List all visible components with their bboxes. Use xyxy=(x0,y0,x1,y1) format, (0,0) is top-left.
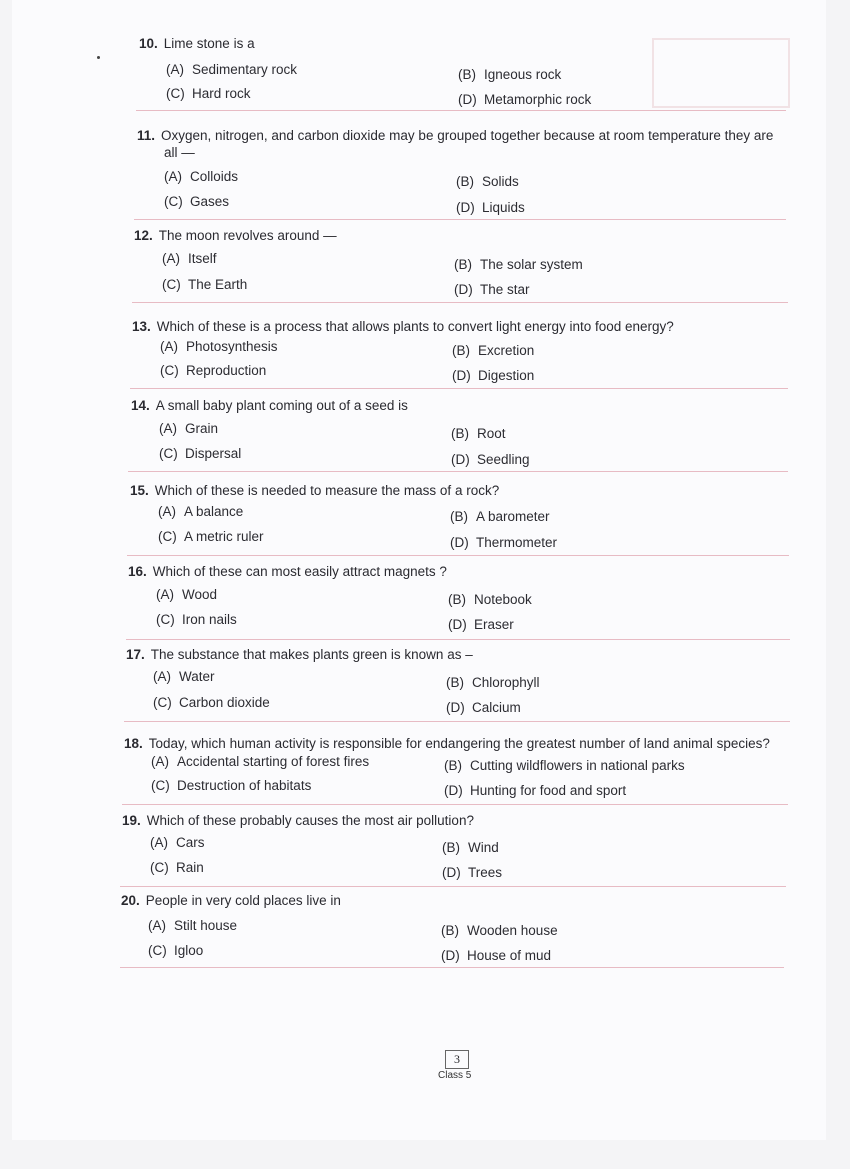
option-c[interactable]: (C) Reproduction xyxy=(160,363,267,378)
option-d[interactable]: (D) Eraser xyxy=(448,617,514,632)
question-text: 12. The moon revolves around — xyxy=(134,228,337,243)
option-c[interactable]: (C) Dispersal xyxy=(159,446,242,461)
option-c[interactable]: (C) Igloo xyxy=(148,943,204,958)
option-b[interactable]: (B) Igneous rock xyxy=(458,67,562,82)
option-b[interactable]: (B) Solids xyxy=(456,174,519,189)
speck xyxy=(97,56,100,59)
option-c[interactable]: (C) Iron nails xyxy=(156,612,237,627)
option-b[interactable]: (B) Cutting wildflowers in national parks xyxy=(444,758,685,773)
separator-line xyxy=(136,110,786,111)
option-d[interactable]: (D) Trees xyxy=(442,865,503,880)
class-label: Class 5 xyxy=(438,1070,472,1081)
option-a[interactable]: (A) Wood xyxy=(156,587,218,602)
page-number: 3 xyxy=(445,1050,469,1069)
option-c[interactable]: (C) Rain xyxy=(150,860,204,875)
separator-line xyxy=(122,804,788,805)
option-a[interactable]: (A) A balance xyxy=(158,504,244,519)
question-text: 16. Which of these can most easily attract magnets ? xyxy=(128,564,447,579)
separator-line xyxy=(126,639,790,640)
option-d[interactable]: (D) The star xyxy=(454,282,530,297)
option-d[interactable]: (D) Thermometer xyxy=(450,535,558,550)
separator-line xyxy=(120,967,784,968)
question-text-continued: all — xyxy=(164,145,195,160)
question-text: 10. Lime stone is a xyxy=(139,36,255,51)
option-d[interactable]: (D) Seedling xyxy=(451,452,530,467)
option-a[interactable]: (A) Water xyxy=(153,669,215,684)
option-a[interactable]: (A) Accidental starting of forest fires xyxy=(151,754,370,769)
option-a[interactable]: (A) Grain xyxy=(159,421,219,436)
option-a[interactable]: (A) Cars xyxy=(150,835,205,850)
question-text: 13. Which of these is a process that allows plants to convert light energy into food energy? xyxy=(132,319,674,334)
bleed-through-logo xyxy=(652,38,790,108)
separator-line xyxy=(134,219,786,220)
option-c[interactable]: (C) A metric ruler xyxy=(158,529,264,544)
separator-line xyxy=(124,721,790,722)
option-d[interactable]: (D) Metamorphic rock xyxy=(458,92,592,107)
option-c[interactable]: (C) Gases xyxy=(164,194,230,209)
question-text: 20. People in very cold places live in xyxy=(121,893,341,908)
option-b[interactable]: (B) A barometer xyxy=(450,509,550,524)
question-sheet xyxy=(12,0,826,1140)
question-text: 18. Today, which human activity is responsible for endangering the greatest number of land animal species? xyxy=(124,736,770,751)
option-c[interactable]: (C) Carbon dioxide xyxy=(153,695,270,710)
separator-line xyxy=(127,555,789,556)
option-a[interactable]: (A) Photosynthesis xyxy=(160,339,278,354)
option-b[interactable]: (B) The solar system xyxy=(454,257,583,272)
option-a[interactable]: (A) Sedimentary rock xyxy=(166,62,298,77)
option-c[interactable]: (C) Hard rock xyxy=(166,86,251,101)
separator-line xyxy=(128,471,788,472)
separator-line xyxy=(130,388,788,389)
question-text: 14. A small baby plant coming out of a seed is xyxy=(131,398,408,413)
option-c[interactable]: (C) Destruction of habitats xyxy=(151,778,312,793)
option-b[interactable]: (B) Wind xyxy=(442,840,499,855)
question-text: 11. Oxygen, nitrogen, and carbon dioxide may be grouped together because at room temperature they are xyxy=(137,128,774,143)
question-text: 15. Which of these is needed to measure the mass of a rock? xyxy=(130,483,500,498)
option-b[interactable]: (B) Notebook xyxy=(448,592,532,607)
option-b[interactable]: (B) Chlorophyll xyxy=(446,675,540,690)
option-d[interactable]: (D) Liquids xyxy=(456,200,525,215)
option-c[interactable]: (C) The Earth xyxy=(162,277,248,292)
option-d[interactable]: (D) House of mud xyxy=(441,948,552,963)
option-b[interactable]: (B) Root xyxy=(451,426,506,441)
option-d[interactable]: (D) Hunting for food and sport xyxy=(444,783,627,798)
option-b[interactable]: (B) Wooden house xyxy=(441,923,558,938)
separator-line xyxy=(132,302,788,303)
question-text: 17. The substance that makes plants green is known as – xyxy=(126,647,473,662)
option-a[interactable]: (A) Stilt house xyxy=(148,918,238,933)
separator-line xyxy=(120,886,786,887)
option-b[interactable]: (B) Excretion xyxy=(452,343,535,358)
option-a[interactable]: (A) Itself xyxy=(162,251,217,266)
question-text: 19. Which of these probably causes the most air pollution? xyxy=(122,813,474,828)
option-a[interactable]: (A) Colloids xyxy=(164,169,239,184)
option-d[interactable]: (D) Digestion xyxy=(452,368,535,383)
option-d[interactable]: (D) Calcium xyxy=(446,700,521,715)
